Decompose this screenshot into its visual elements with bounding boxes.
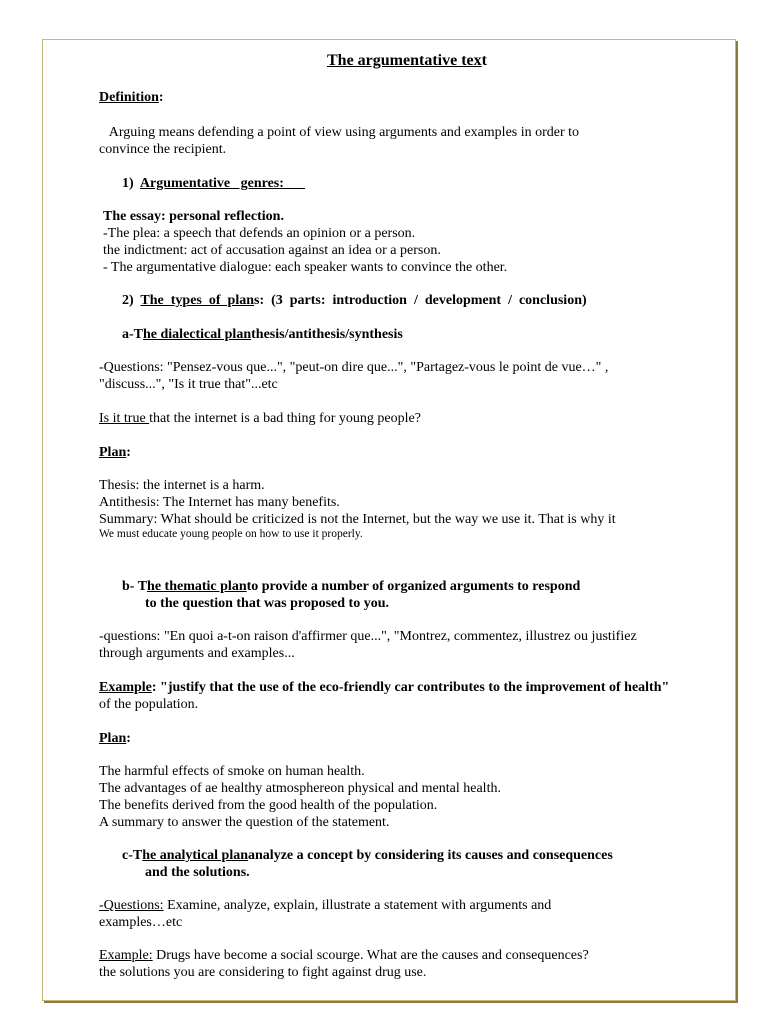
dialectical-example: Is it true that the internet is a bad thing for young people? bbox=[99, 411, 421, 426]
thematic-questions-1: -questions: "En quoi a-t-on raison d'affirmer que...", "Montrez, commentez, illustrez ou justifiez bbox=[99, 629, 637, 644]
analytical-questions-2: examples…etc bbox=[99, 915, 183, 930]
dialectical-questions-2: "discuss...", "Is it true that"...etc bbox=[99, 377, 278, 392]
thematic-plan-item: The benefits derived from the good health of the population. bbox=[99, 798, 438, 813]
genre-essay: The essay: personal reflection. bbox=[103, 209, 284, 224]
dialectical-plan-heading: Plan: bbox=[99, 445, 131, 460]
genre-indictment: the indictment: act of accusation against an idea or a person. bbox=[103, 243, 441, 258]
definition-heading: Definition: bbox=[99, 90, 164, 105]
dialectical-antithesis: Antithesis: The Internet has many benefits. bbox=[99, 495, 340, 510]
analytical-example-2: the solutions you are considering to fight against drug use. bbox=[99, 965, 427, 980]
thematic-questions-2: through arguments and examples... bbox=[99, 646, 295, 661]
thematic-heading: b- The thematic planto provide a number of organized arguments to respond bbox=[122, 579, 581, 594]
plans-heading: 2) The types of plans: (3 parts: introduction / development / conclusion) bbox=[122, 293, 587, 308]
thematic-heading-2: to the question that was proposed to you. bbox=[145, 596, 389, 611]
thematic-plan-item: The advantages of ae healthy atmosphereon physical and mental health. bbox=[99, 781, 501, 796]
dialectical-summary-2: We must educate young people on how to use it properly. bbox=[99, 528, 363, 540]
thematic-example: Example: "justify that the use of the eco-friendly car contributes to the improvement of health" bbox=[99, 680, 670, 695]
definition-line-2: convince the recipient. bbox=[99, 142, 227, 157]
thematic-plan-heading: Plan: bbox=[99, 731, 131, 746]
dialectical-summary: Summary: What should be criticized is not the Internet, but the way we use it. That is why it bbox=[99, 512, 616, 527]
thematic-plan-item: A summary to answer the question of the statement. bbox=[99, 815, 390, 830]
dialectical-thesis: Thesis: the internet is a harm. bbox=[99, 478, 265, 493]
thematic-example-2: of the population. bbox=[99, 697, 199, 712]
analytical-example: Example: Drugs have become a social scourge. What are the causes and consequences? bbox=[99, 948, 589, 963]
thematic-plan-item: The harmful effects of smoke on human health. bbox=[99, 764, 365, 779]
dialectical-questions-1: -Questions: "Pensez-vous que...", "peut-on dire que...", "Partagez-vous le point de vue…" , bbox=[99, 360, 609, 375]
analytical-heading-2: and the solutions. bbox=[145, 865, 250, 880]
definition-line-1: Arguing means defending a point of view using arguments and examples in order to bbox=[99, 125, 580, 140]
genre-dialogue: - The argumentative dialogue: each speaker wants to convince the other. bbox=[103, 260, 508, 275]
analytical-heading: c-The analytical plananalyze a concept by considering its causes and consequences bbox=[122, 848, 613, 863]
dialectical-heading: a-The dialectical planthesis/antithesis/synthesis bbox=[122, 327, 403, 342]
genre-plea: -The plea: a speech that defends an opinion or a person. bbox=[103, 226, 416, 241]
genres-heading: 1) Argumentative genres: bbox=[122, 176, 305, 191]
page-title: The argumentative text bbox=[327, 52, 487, 69]
analytical-questions: -Questions: Examine, analyze, explain, illustrate a statement with arguments and bbox=[99, 898, 552, 913]
